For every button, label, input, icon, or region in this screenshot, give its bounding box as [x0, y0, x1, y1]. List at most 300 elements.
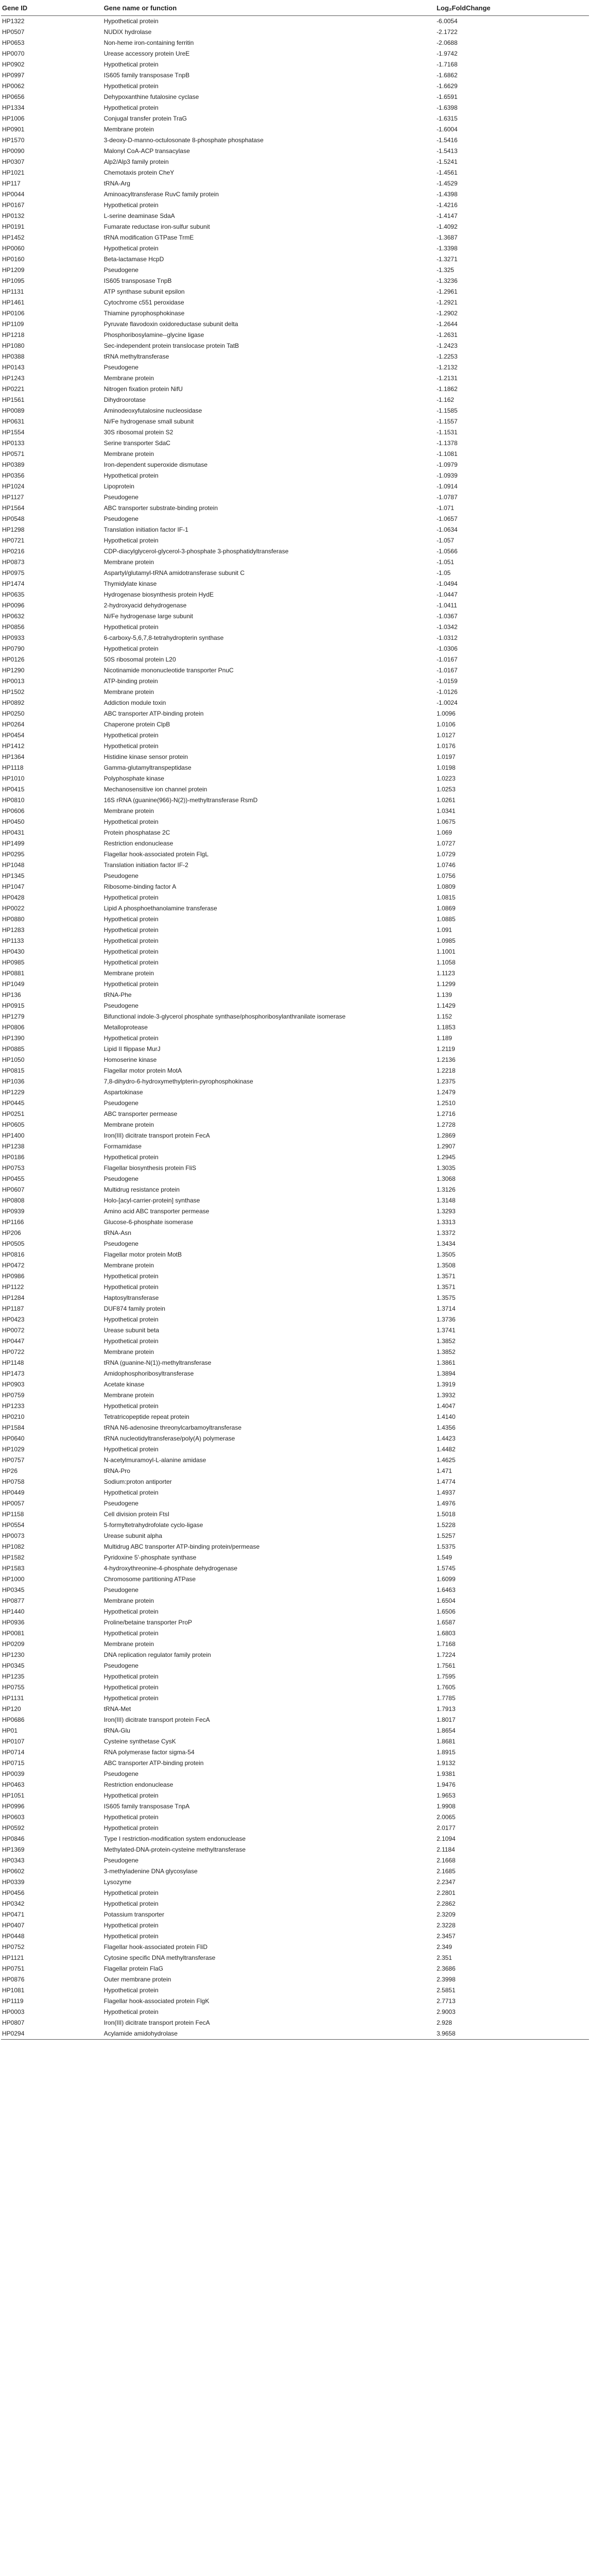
- cell-gene-function: Iron(III) dicitrate transport protein FecA: [103, 1716, 210, 1723]
- table-row: [1, 405, 589, 416]
- cell-log2-fold-change: 1.5745: [436, 1565, 456, 1572]
- cell-gene-id: HP1284: [2, 1294, 25, 1301]
- cell-log2-fold-change: -1.0126: [436, 688, 458, 696]
- table-row: [1, 1552, 589, 1563]
- table-row: [1, 1379, 589, 1390]
- cell-log2-fold-change: -1.0634: [436, 526, 458, 533]
- cell-gene-function: Pyridoxine 5'-phosphate synthase: [103, 1554, 197, 1561]
- cell-gene-function: Nitrogen fixation protein NifU: [103, 385, 183, 393]
- cell-gene-function: Urease subunit alpha: [103, 1532, 162, 1539]
- cell-log2-fold-change: 1.1058: [436, 959, 456, 966]
- cell-gene-id: HP0471: [2, 1911, 25, 1918]
- cell-gene-id: HP0307: [2, 158, 25, 165]
- table-row: [1, 1823, 589, 1834]
- cell-log2-fold-change: -1.5416: [436, 137, 458, 144]
- cell-gene-function: Flagellar hook-associated protein FlgK: [103, 1997, 210, 2005]
- cell-gene-function: tRNA-Glu: [103, 1727, 130, 1734]
- cell-gene-id: HP0807: [2, 2019, 25, 2026]
- cell-gene-function: Chaperone protein ClpB: [103, 721, 170, 728]
- cell-gene-id: HP0873: [2, 558, 25, 566]
- cell-gene-function: Hypothetical protein: [103, 1814, 159, 1821]
- cell-gene-id: HP1021: [2, 169, 25, 176]
- cell-log2-fold-change: 1.0176: [436, 742, 456, 750]
- cell-gene-id: HP0933: [2, 634, 25, 641]
- table-row: [1, 27, 589, 38]
- cell-gene-function: Hypothetical protein: [103, 201, 159, 209]
- cell-gene-id: HP0448: [2, 1933, 25, 1940]
- cell-gene-function: Pseudogene: [103, 1240, 138, 1247]
- cell-gene-id: HP1473: [2, 1370, 25, 1377]
- cell-gene-id: HP0463: [2, 1781, 25, 1788]
- table-row: [1, 1899, 589, 1909]
- cell-log2-fold-change: -1.0159: [436, 677, 458, 685]
- cell-gene-id: HP1390: [2, 1035, 25, 1042]
- cell-gene-function: Hydrogenase biosynthesis protein HydE: [103, 591, 214, 598]
- cell-gene-function: Thiamine pyrophosphokinase: [103, 310, 185, 317]
- cell-gene-function: Phosphoribosylamine--glycine ligase: [103, 331, 204, 338]
- table-row: [1, 1585, 589, 1596]
- cell-log2-fold-change: 2.0065: [436, 1814, 456, 1821]
- cell-gene-id: HP1298: [2, 526, 25, 533]
- cell-gene-id: HP1502: [2, 688, 25, 696]
- cell-gene-id: HP0039: [2, 1770, 25, 1777]
- table-row: [1, 914, 589, 925]
- cell-log2-fold-change: -1.0367: [436, 613, 458, 620]
- cell-gene-id: HP1082: [2, 1543, 25, 1550]
- cell-gene-function: Restriction endonuclease: [103, 1781, 173, 1788]
- cell-log2-fold-change: 1.4140: [436, 1413, 456, 1420]
- cell-gene-id: HP1000: [2, 1575, 25, 1583]
- table-row: [1, 568, 589, 579]
- cell-gene-id: HP1290: [2, 667, 25, 674]
- cell-log2-fold-change: 1.3372: [436, 1229, 456, 1236]
- cell-gene-function: 16S rRNA (guanine(966)-N(2))-methyltransferase RsmD: [103, 796, 258, 804]
- cell-gene-function: Urease subunit beta: [103, 1327, 159, 1334]
- cell-gene-function: Iron(III) dicitrate transport protein FecA: [103, 2019, 210, 2026]
- cell-gene-function: 3-methyladenine DNA glycosylase: [103, 1868, 198, 1875]
- cell-gene-function: ABC transporter ATP-binding protein: [103, 710, 204, 717]
- cell-gene-id: HP0603: [2, 1814, 25, 1821]
- table-row: [1, 903, 589, 914]
- cell-gene-function: Nicotinamide mononucleotide transporter PnuC: [103, 667, 234, 674]
- table-row: [1, 1314, 589, 1325]
- cell-gene-id: HP0445: [2, 1099, 25, 1107]
- cell-log2-fold-change: 1.3068: [436, 1175, 456, 1182]
- table-row: [1, 1195, 589, 1206]
- cell-gene-id: HP0126: [2, 656, 25, 663]
- header-gene-id: Gene ID: [1, 0, 103, 16]
- table-row: [1, 1401, 589, 1412]
- cell-gene-id: HP0759: [2, 1392, 25, 1399]
- cell-gene-id: HP1122: [2, 1283, 24, 1291]
- cell-gene-function: tRNA nucleotidyltransferase/poly(A) polymerase: [103, 1435, 235, 1442]
- table-row: [1, 1985, 589, 1996]
- cell-gene-id: HP0939: [2, 1208, 25, 1215]
- cell-log2-fold-change: 1.5018: [436, 1511, 456, 1518]
- table-row: [1, 1444, 589, 1455]
- cell-gene-function: Flagellar biosynthesis protein FliS: [103, 1164, 196, 1172]
- cell-gene-id: HP0160: [2, 256, 25, 263]
- table-row: [1, 103, 589, 113]
- table-row: [1, 698, 589, 708]
- cell-log2-fold-change: 1.4625: [436, 1456, 456, 1464]
- cell-gene-id: HP0936: [2, 1619, 25, 1626]
- cell-gene-id: HP0132: [2, 212, 25, 219]
- cell-gene-function: Fumarate reductase iron-sulfur subunit: [103, 223, 210, 230]
- cell-log2-fold-change: 2.3998: [436, 1976, 456, 1983]
- table-row: [1, 1228, 589, 1239]
- cell-log2-fold-change: 1.3932: [436, 1392, 456, 1399]
- cell-gene-id: HP0986: [2, 1273, 25, 1280]
- cell-gene-id: HP1229: [2, 1089, 25, 1096]
- table-row: [1, 827, 589, 838]
- cell-gene-id: HP0806: [2, 1024, 25, 1031]
- table-row: [1, 1087, 589, 1098]
- table-row: [1, 795, 589, 806]
- cell-gene-id: HP0901: [2, 126, 25, 133]
- cell-log2-fold-change: 1.4774: [436, 1478, 456, 1485]
- cell-log2-fold-change: 1.0985: [436, 937, 456, 944]
- table-row: [1, 113, 589, 124]
- table-row: [1, 579, 589, 589]
- cell-gene-id: HP0449: [2, 1489, 25, 1496]
- table-row: [1, 460, 589, 470]
- cell-gene-id: HP0295: [2, 851, 25, 858]
- table-row: [1, 860, 589, 871]
- cell-log2-fold-change: 1.2375: [436, 1078, 456, 1085]
- table-row: [1, 1682, 589, 1693]
- table-row: [1, 871, 589, 882]
- cell-gene-id: HP0810: [2, 796, 25, 804]
- cell-gene-id: HP0423: [2, 1316, 25, 1323]
- table-row: [1, 589, 589, 600]
- cell-log2-fold-change: 1.4047: [436, 1402, 456, 1410]
- table-row: [1, 167, 589, 178]
- table-row: [1, 1628, 589, 1639]
- cell-gene-id: HP1440: [2, 1608, 25, 1615]
- header-row: [1, 0, 589, 16]
- cell-log2-fold-change: -1.6591: [436, 93, 458, 100]
- table-row: [1, 1769, 589, 1780]
- cell-gene-id: HP0714: [2, 1749, 25, 1756]
- table-row: [1, 752, 589, 762]
- cell-log2-fold-change: -1.0411: [436, 602, 457, 609]
- cell-log2-fold-change: -1.0167: [436, 656, 458, 663]
- cell-log2-fold-change: 1.3571: [436, 1283, 456, 1291]
- cell-gene-function: Flagellar protein FlaG: [103, 1965, 163, 1972]
- table-row: [1, 1660, 589, 1671]
- cell-log2-fold-change: 1.6099: [436, 1575, 456, 1583]
- table-row: [1, 1888, 589, 1899]
- cell-gene-id: HP0815: [2, 1067, 25, 1074]
- cell-gene-id: HP0816: [2, 1251, 25, 1258]
- cell-log2-fold-change: -1.0657: [436, 515, 458, 522]
- table-body: [1, 16, 589, 2040]
- cell-gene-id: HP0876: [2, 1976, 25, 1983]
- table-row: [1, 427, 589, 438]
- cell-log2-fold-change: -1.4529: [436, 180, 458, 187]
- cell-log2-fold-change: 1.9653: [436, 1792, 456, 1799]
- cell-gene-function: Polyphosphate kinase: [103, 775, 164, 782]
- cell-gene-id: HP1047: [2, 883, 25, 890]
- table-row: [1, 1563, 589, 1574]
- cell-log2-fold-change: 1.0729: [436, 851, 456, 858]
- table-row: [1, 1120, 589, 1130]
- cell-gene-function: Formamidase: [103, 1143, 142, 1150]
- cell-gene-function: Hypothetical protein: [103, 1933, 159, 1940]
- cell-gene-id: HP0721: [2, 537, 25, 544]
- table-row: [1, 1184, 589, 1195]
- cell-log2-fold-change: -1.1557: [436, 418, 458, 425]
- table-row: [1, 1844, 589, 1855]
- cell-gene-function: Non-heme iron-containing ferritin: [103, 39, 194, 46]
- cell-gene-id: HP0752: [2, 1943, 25, 1951]
- cell-log2-fold-change: 1.3571: [436, 1273, 456, 1280]
- table-row: [1, 762, 589, 773]
- cell-gene-id: HP1570: [2, 137, 25, 144]
- table-row: [1, 1639, 589, 1650]
- cell-gene-id: HP1584: [2, 1424, 25, 1431]
- cell-gene-function: Hypothetical protein: [103, 623, 159, 631]
- table-row: [1, 957, 589, 968]
- table-row: [1, 784, 589, 795]
- table-row: [1, 211, 589, 222]
- cell-gene-function: Hypothetical protein: [103, 245, 159, 252]
- table-row: [1, 395, 589, 405]
- cell-gene-id: HP0605: [2, 1121, 25, 1128]
- table-row: [1, 1239, 589, 1249]
- cell-gene-function: Pseudogene: [103, 1586, 138, 1594]
- cell-log2-fold-change: 1.2869: [436, 1132, 456, 1139]
- cell-gene-function: Pseudogene: [103, 364, 138, 371]
- cell-gene-function: Homoserine kinase: [103, 1056, 157, 1063]
- table-row: [1, 741, 589, 752]
- cell-log2-fold-change: -1.0306: [436, 645, 458, 652]
- cell-gene-id: HP1412: [2, 742, 25, 750]
- cell-gene-id: HP1400: [2, 1132, 25, 1139]
- cell-gene-id: HP1133: [2, 937, 24, 944]
- table-row: [1, 373, 589, 384]
- cell-gene-id: HP0251: [2, 1110, 25, 1117]
- table-row: [1, 70, 589, 81]
- cell-gene-function: ABC transporter ATP-binding protein: [103, 1759, 204, 1767]
- cell-log2-fold-change: 1.8681: [436, 1738, 456, 1745]
- cell-gene-id: HP136: [2, 991, 21, 998]
- cell-gene-id: HP0507: [2, 28, 25, 36]
- cell-gene-id: HP0656: [2, 93, 25, 100]
- cell-log2-fold-change: 2.2862: [436, 1900, 456, 1907]
- cell-gene-id: HP0758: [2, 1478, 25, 1485]
- cell-log2-fold-change: -1.3398: [436, 245, 458, 252]
- cell-log2-fold-change: 1.9132: [436, 1759, 456, 1767]
- cell-gene-id: HP1243: [2, 375, 25, 382]
- cell-log2-fold-change: 2.2801: [436, 1889, 456, 1896]
- cell-gene-id: HP0903: [2, 1381, 25, 1388]
- cell-gene-id: HP0081: [2, 1630, 25, 1637]
- table-row: [1, 1412, 589, 1422]
- table-row: [1, 1422, 589, 1433]
- cell-gene-function: Flagellar motor protein MotA: [103, 1067, 182, 1074]
- cell-gene-id: HP0186: [2, 1154, 25, 1161]
- table-row: [1, 719, 589, 730]
- table-row: [1, 1758, 589, 1769]
- cell-gene-function: Hypothetical protein: [103, 1987, 159, 1994]
- cell-log2-fold-change: -1.5413: [436, 147, 458, 155]
- cell-log2-fold-change: -2.0688: [436, 39, 458, 46]
- cell-gene-function: tRNA-Asn: [103, 1229, 131, 1236]
- cell-log2-fold-change: 1.5228: [436, 1521, 456, 1529]
- cell-gene-id: HP1006: [2, 115, 25, 122]
- cell-gene-id: HP1364: [2, 753, 25, 760]
- cell-gene-function: Pyruvate flavodoxin oxidoreductase subunit delta: [103, 320, 238, 328]
- table-row: [1, 1174, 589, 1184]
- cell-log2-fold-change: 2.2347: [436, 1878, 456, 1886]
- cell-gene-function: Hypothetical protein: [103, 1824, 159, 1832]
- table-row: [1, 1801, 589, 1812]
- cell-gene-function: Pseudogene: [103, 1175, 138, 1182]
- cell-gene-id: HP0632: [2, 613, 25, 620]
- table-row: [1, 124, 589, 135]
- cell-gene-function: Hypothetical protein: [103, 537, 159, 544]
- table-row: [1, 449, 589, 460]
- cell-log2-fold-change: 1.2510: [436, 1099, 456, 1107]
- cell-log2-fold-change: 1.7224: [436, 1651, 456, 1658]
- cell-log2-fold-change: 1.3852: [436, 1348, 456, 1355]
- cell-log2-fold-change: -1.2423: [436, 342, 458, 349]
- cell-log2-fold-change: 1.0127: [436, 732, 456, 739]
- cell-log2-fold-change: -1.2253: [436, 353, 458, 360]
- cell-gene-id: HP0592: [2, 1824, 25, 1832]
- cell-log2-fold-change: 1.3293: [436, 1208, 456, 1215]
- table-row: [1, 1747, 589, 1758]
- cell-gene-function: Cytosine specific DNA methyltransferase: [103, 1954, 216, 1961]
- cell-gene-function: CDP-diacylglycerol-glycerol-3-phosphate 3-phosphatidyltransferase: [103, 548, 289, 555]
- cell-log2-fold-change: 1.2136: [436, 1056, 456, 1063]
- table-row: [1, 1011, 589, 1022]
- cell-log2-fold-change: -1.0566: [436, 548, 458, 555]
- cell-gene-function: Dehypoxanthine futalosine cyclase: [103, 93, 199, 100]
- cell-gene-id: HP1127: [2, 494, 24, 501]
- cell-gene-function: Hypothetical protein: [103, 472, 159, 479]
- cell-gene-id: HP0606: [2, 807, 25, 815]
- cell-gene-function: Hypothetical protein: [103, 980, 159, 988]
- cell-gene-id: HP0191: [2, 223, 25, 230]
- cell-log2-fold-change: -1.051: [436, 558, 454, 566]
- cell-gene-id: HP0653: [2, 39, 25, 46]
- cell-gene-function: Pseudogene: [103, 515, 138, 522]
- cell-gene-function: Alp2/Alp3 family protein: [103, 158, 169, 165]
- table-row: [1, 1715, 589, 1725]
- cell-gene-function: Aspartokinase: [103, 1089, 143, 1096]
- cell-gene-id: HP1166: [2, 1218, 24, 1226]
- cell-gene-id: HP1582: [2, 1554, 25, 1561]
- table-row: [1, 92, 589, 103]
- cell-log2-fold-change: 1.3741: [436, 1327, 456, 1334]
- cell-gene-function: Chemotaxis protein CheY: [103, 169, 175, 176]
- cell-gene-id: HP0602: [2, 1868, 25, 1875]
- cell-gene-id: HP0996: [2, 1803, 25, 1810]
- cell-gene-id: HP1499: [2, 840, 25, 847]
- cell-gene-id: HP1345: [2, 872, 25, 879]
- cell-gene-function: Hypothetical protein: [103, 1694, 159, 1702]
- table-row: [1, 1206, 589, 1217]
- cell-log2-fold-change: -1.1531: [436, 429, 458, 436]
- cell-gene-id: HP1334: [2, 104, 25, 111]
- cell-gene-function: Acylamide amidohydrolase: [103, 2028, 436, 2040]
- cell-gene-id: HP1118: [2, 764, 24, 771]
- cell-gene-function: Hypothetical protein: [103, 959, 159, 966]
- table-row: [1, 1520, 589, 1531]
- cell-log2-fold-change: 1.0675: [436, 818, 456, 825]
- cell-gene-function: Hypothetical protein: [103, 1922, 159, 1929]
- cell-gene-function: Outer membrane protein: [103, 1976, 171, 1983]
- table-row: [1, 1509, 589, 1520]
- cell-gene-function: Lipid A phosphoethanolamine transferase: [103, 905, 217, 912]
- cell-log2-fold-change: 2.1094: [436, 1835, 456, 1842]
- cell-gene-function: Addiction module toxin: [103, 699, 166, 706]
- cell-log2-fold-change: 1.2479: [436, 1089, 456, 1096]
- table-row: [1, 1271, 589, 1282]
- cell-log2-fold-change: 3.9658: [436, 2028, 589, 2040]
- cell-gene-id: HP0345: [2, 1662, 25, 1669]
- cell-gene-id: HP0216: [2, 548, 25, 555]
- cell-gene-function: tRNA (guanine-N(1))-methyltransferase: [103, 1359, 212, 1366]
- cell-gene-function: 30S ribosomal protein S2: [103, 429, 173, 436]
- cell-log2-fold-change: 1.152: [436, 1013, 452, 1020]
- table-row: [1, 1606, 589, 1617]
- cell-gene-id: HP1233: [2, 1402, 25, 1410]
- cell-log2-fold-change: 1.2218: [436, 1067, 456, 1074]
- cell-gene-function: Beta-lactamase HcpD: [103, 256, 164, 263]
- cell-gene-function: tRNA-Pro: [103, 1467, 130, 1475]
- cell-log2-fold-change: 1.3313: [436, 1218, 456, 1226]
- cell-log2-fold-change: 1.3508: [436, 1262, 456, 1269]
- cell-gene-id: HP1158: [2, 1511, 24, 1518]
- cell-log2-fold-change: -1.1378: [436, 439, 458, 447]
- table-row: [1, 265, 589, 276]
- cell-gene-function: Potassium transporter: [103, 1911, 164, 1918]
- table-row: [1, 135, 589, 146]
- cell-gene-function: Translation initiation factor IF-1: [103, 526, 188, 533]
- cell-log2-fold-change: 1.6463: [436, 1586, 456, 1594]
- table-row: [1, 849, 589, 860]
- cell-gene-id: HP1554: [2, 429, 25, 436]
- cell-gene-function: Hypothetical protein: [103, 1673, 159, 1680]
- cell-gene-id: HP1238: [2, 1143, 25, 1150]
- cell-gene-id: HP0554: [2, 1521, 25, 1529]
- cell-gene-function: Pseudogene: [103, 1770, 138, 1777]
- cell-log2-fold-change: 2.3457: [436, 1933, 456, 1940]
- cell-log2-fold-change: 2.3209: [436, 1911, 456, 1918]
- table-row: [1, 59, 589, 70]
- cell-gene-id: HP0607: [2, 1186, 25, 1193]
- cell-log2-fold-change: -1.0787: [436, 494, 458, 501]
- table-row: [1, 351, 589, 362]
- cell-gene-function: Hypothetical protein: [103, 1489, 159, 1496]
- table-row: [1, 730, 589, 741]
- cell-gene-id: HP0070: [2, 50, 25, 57]
- cell-gene-function: Sodium:proton antiporter: [103, 1478, 172, 1485]
- cell-gene-function: 2-hydroxyacid dehydrogenase: [103, 602, 187, 609]
- cell-gene-function: Hypothetical protein: [103, 818, 159, 825]
- cell-gene-function: Hypothetical protein: [103, 1273, 159, 1280]
- cell-log2-fold-change: 1.0885: [436, 916, 456, 923]
- cell-gene-function: Protein phosphatase 2C: [103, 829, 170, 836]
- table-row: [1, 232, 589, 243]
- cell-log2-fold-change: 2.3228: [436, 1922, 456, 1929]
- cell-gene-function: Mechanosensitive ion channel protein: [103, 786, 207, 793]
- cell-gene-id: HP1050: [2, 1056, 25, 1063]
